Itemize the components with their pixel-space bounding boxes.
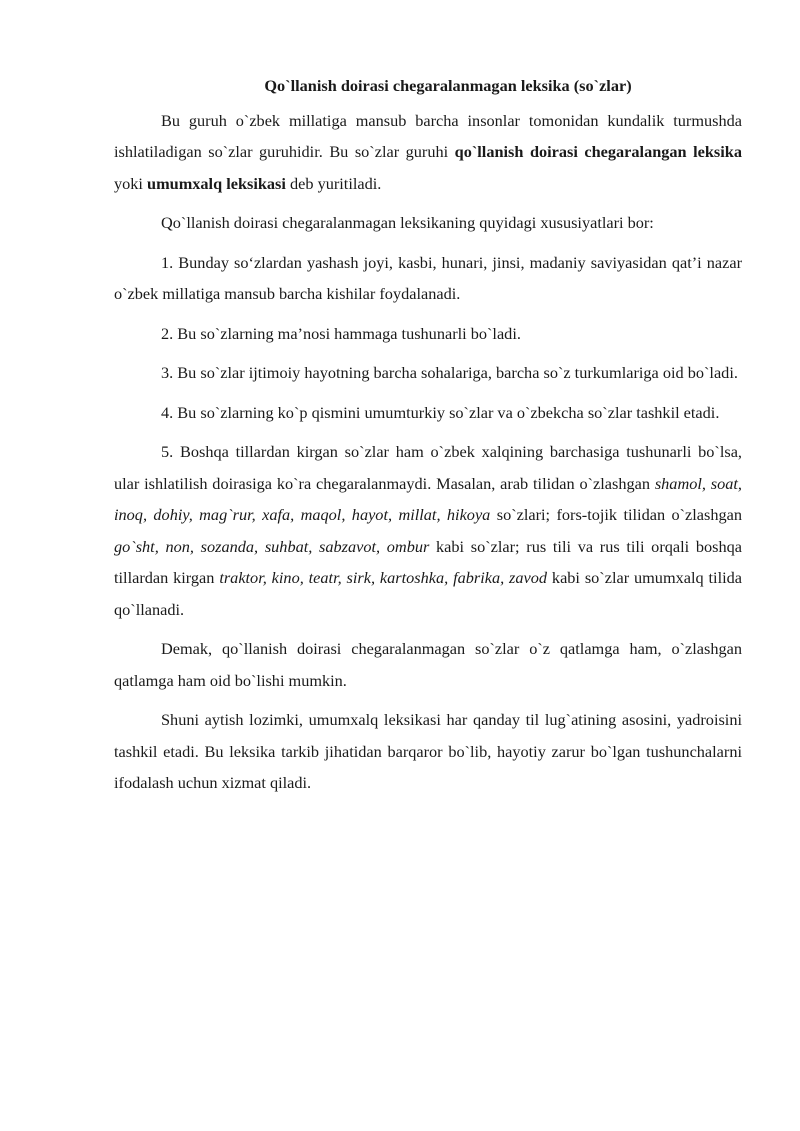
arabic-loanwords: shamol, soat, inoq, dohiy, mag`rur, xafa, maqol, hayot, millat, hikoya xyxy=(114,473,742,524)
document-page xyxy=(114,70,742,807)
feature-5-text-a: 5. Boshqa tillardan kirgan so`zlar ham o`zbek xalqining barchasiga tushunarli bo`lsa, ular ishlatilish doirasiga ko`ra chegaralanmaydi. Masalan, arab tilidan o`zlashgan xyxy=(114,442,742,493)
feature-5-text-b: so`zlari; fors-tojik tilidan o`zlashgan xyxy=(490,505,743,524)
paragraph-conclusion: Demak, qo`llanish doirasi chegaralanmagan so`zlar o`z qatlamga ham, o`zlashgan qatlamga ham oid bo`lishi mumkin. xyxy=(114,639,742,690)
paragraph-feature-2: 2. Bu so`zlarning ma’nosi hammaga tushunarli bo`ladi. xyxy=(161,323,521,343)
persian-loanwords: go`sht, non, sozanda, suhbat, sabzavot, ombur xyxy=(114,536,430,556)
paragraph-feature-3: 3. Bu so`zlar ijtimoiy hayotning barcha sohalariga, barcha so`z turkumlariga oid bo`ladi. xyxy=(161,363,738,382)
paragraph-features-lead: Qo`llanish doirasi chegaralanmagan leksikaning quyidagi xususiyatlari bor: xyxy=(161,213,654,232)
feature-5-text-c: kabi so`zlar; rus tili va rus tili orqali boshqa tillardan kirgan xyxy=(114,536,742,587)
document-title: Qo`llanish doirasi chegaralanmagan leksika (so`zlar) xyxy=(264,76,632,95)
paragraph-intro-text-a: Bu guruh o`zbek millatiga mansub barcha insonlar tomonidan kundalik turmushda ishlatiladigan so`zlar guruhidir. Bu so`zlar guruhi xyxy=(114,110,742,161)
term-common-lexicon: umumxalq leksikasi xyxy=(147,173,286,193)
paragraph-final: Shuni aytish lozimki, umumxalq leksikasi har qanday til lug`atining asosini, yadroisini tashkil etadi. Bu leksika tarkib jihatidan barqaror bo`lib, hayotiy zarur bo`lgan tushunchalarni ifodalash uchun xizmat qiladi. xyxy=(114,710,742,792)
term-restricted-lexicon: qo`llanish doirasi chegaralangan leksika xyxy=(454,142,742,161)
paragraph-intro-text-c: yoki xyxy=(114,173,148,193)
paragraph-feature-1: 1. Bunday so‘zlardan yashash joyi, kasbi, hunari, jinsi, madaniy saviyasidan qat’i nazar o`zbek millatiga mansub barcha kishilar foydalanadi. xyxy=(114,252,742,303)
paragraph-feature-4: 4. Bu so`zlarning ko`p qismini umumturkiy so`zlar va o`zbekcha so`zlar tashkil etadi. xyxy=(161,402,720,422)
paragraph-feature-5 xyxy=(114,436,742,625)
russian-loanwords: traktor, kino, teatr, sirk, kartoshka, fabrika, zavod xyxy=(219,568,548,587)
feature-5-text-d: kabi so`zlar umumxalq tilida qo`llanadi. xyxy=(114,568,742,619)
paragraph-intro-text-d: deb yuritiladi. xyxy=(285,173,382,193)
paragraph-intro xyxy=(114,105,742,200)
